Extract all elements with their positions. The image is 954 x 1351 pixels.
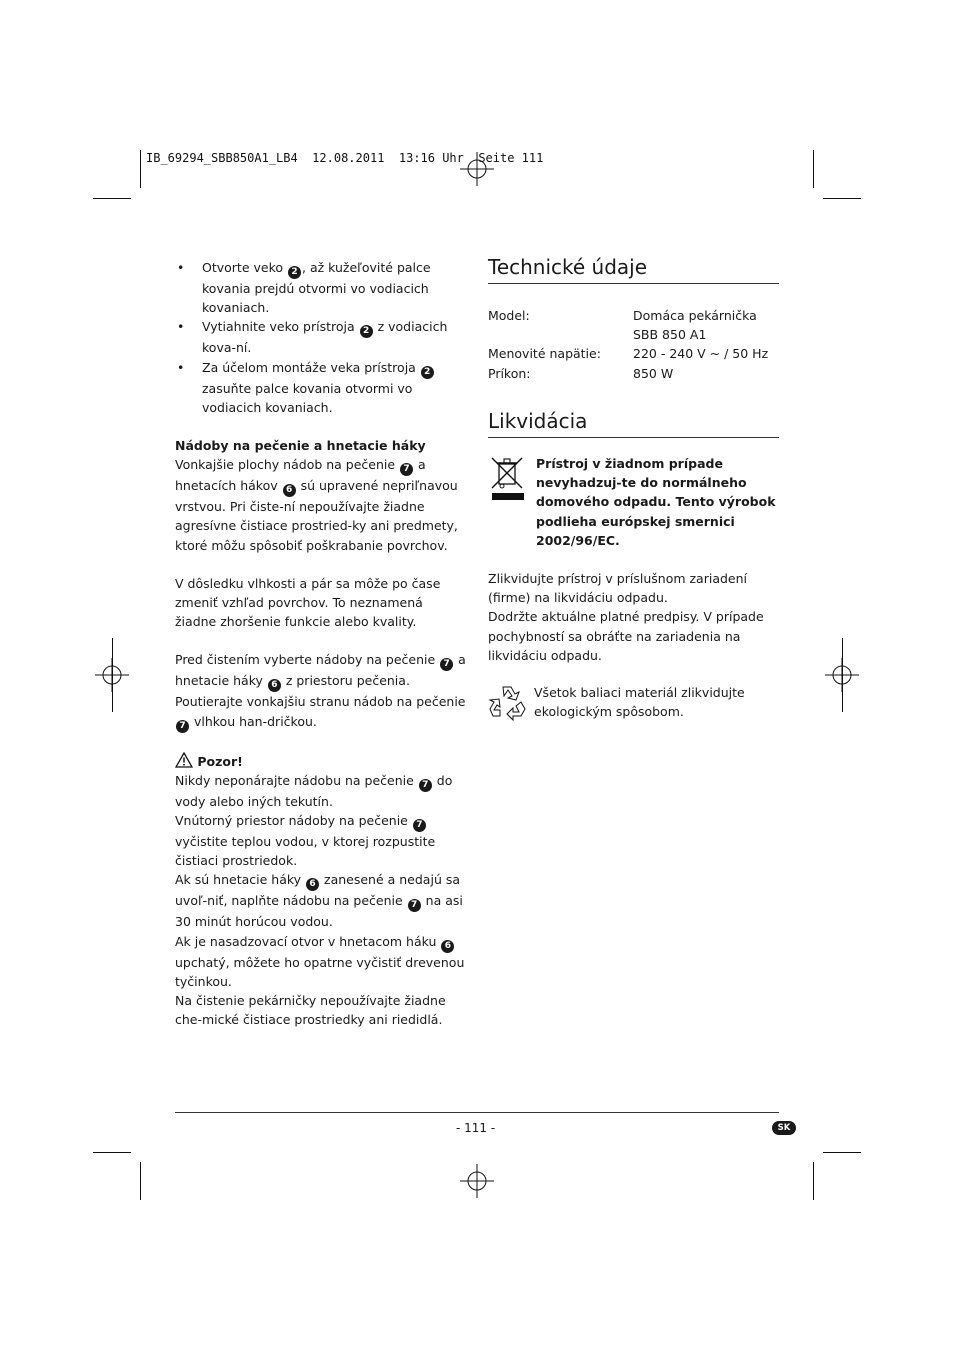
crop-mark (813, 1162, 814, 1200)
paragraph: Na čistenie pekárničky nepoužívajte žiadne che-mické čistiace prostriedky ani riedidlá. (175, 993, 446, 1028)
part-number-badge: 7 (408, 899, 421, 912)
recycle-text: Všetok baliaci materiál zlikvidujte ekologickým spôsobom. (534, 685, 745, 720)
footer-rule (175, 1112, 779, 1113)
spec-table (488, 306, 779, 383)
recycle-notice (488, 683, 779, 721)
paragraph: Vonkajšie plochy nádob na pečenie 7 a hnetacích hákov 6 sú upravené nepriľnavou vrstvou. Pri čiste-ní nepoužívajte žiadne agresívne čistiace prostried-ky ani predmety, ktoré môžu spôsobiť poškrabanie povrchov. (175, 457, 458, 553)
registration-mark-icon (460, 1164, 494, 1198)
list-item: • Za účelom montáže veka prístroja 2 zasuňte palce kovania otvormi vo vodiacich kovaniach. (175, 358, 467, 417)
crop-mark (823, 1152, 861, 1153)
crop-mark (140, 150, 141, 188)
warning-triangle-icon (175, 752, 193, 768)
tech-section (488, 255, 779, 383)
left-column (175, 258, 467, 1029)
paragraph: V dôsledku vlhkosti a pár sa môže po čase zmeniť vzhľad povrchov. To neznamená žiadne zhoršenie funkcie alebo kvality. (175, 575, 441, 630)
crop-mark (93, 198, 131, 199)
paragraph: Dodržte aktuálne platné predpisy. V prípade pochybností sa obráťte na zariadenia na likvidáciu odpadu. (488, 609, 764, 663)
section-title: Likvidácia (488, 409, 779, 438)
list-item: • Vytiahnite veko prístroja 2 z vodiacich kova-ní. (177, 319, 448, 356)
weee-notice (488, 454, 779, 550)
part-number-badge: 7 (400, 463, 413, 476)
spec-value: Domáca pekárnička SBB 850 A1 (633, 308, 757, 343)
crossed-bin-icon (488, 454, 528, 502)
spec-label: Menovité napätie: (488, 346, 601, 362)
part-number-badge: 2 (288, 266, 301, 279)
spec-label: Príkon: (488, 365, 531, 381)
weee-text: Prístroj v žiadnom prípade nevyhadzuj-te do normálneho domového odpadu. Tento výrobok podlieha európskej smernici 2002/96/EC. (536, 456, 776, 548)
paragraph: Nikdy neponárajte nádobu na pečenie 7 do vody alebo iných tekutín. (175, 772, 453, 809)
warning-heading: Pozor! (175, 752, 467, 771)
list-item: • Otvorte veko 2 , až kužeľovité palce kovania prejdú otvormi vo vodiacich kovaniach. (177, 260, 431, 316)
language-badge: SK (772, 1121, 796, 1135)
section-title: Technické údaje (488, 255, 779, 284)
crop-mark (842, 638, 843, 712)
paragraph: Pred čistením vyberte nádoby na pečenie 7 a hnetacie háky 6 z priestoru pečenia. Poutierajte vonkajšiu stranu nádob na pečenie 7 vlhkou han-dričkou. (175, 652, 466, 731)
spec-value: 850 W (633, 365, 674, 381)
part-number-badge: 6 (306, 878, 319, 891)
paragraph: Zlikvidujte prístroj v príslušnom zariadení (firme) na likvidáciu odpadu. (488, 571, 748, 606)
part-number-badge: 7 (176, 720, 189, 733)
part-number-badge: 2 (360, 325, 373, 338)
crop-mark (140, 1162, 141, 1200)
crop-mark (112, 638, 113, 712)
paragraph: Vnútorný priestor nádoby na pečenie 7 vyčistite teplou vodou, v ktorej rozpustite čistiaci prostriedok. (175, 813, 436, 869)
disposal-section (488, 409, 779, 721)
spec-label: Model: (488, 308, 530, 323)
paragraph: Ak je nasadzovací otvor v hnetacom háku 6 upchatý, môžete ho opatrne vyčistiť drevenou tyčinkou. (175, 933, 465, 989)
registration-mark-icon (460, 152, 494, 186)
part-number-badge: 6 (283, 484, 296, 497)
page-number: - 111 - (456, 1121, 496, 1135)
part-number-badge: 2 (421, 366, 434, 379)
part-number-badge: 6 (441, 940, 454, 953)
section-heading: Nádoby na pečenie a hnetacie háky (175, 438, 426, 454)
part-number-badge: 7 (440, 658, 453, 671)
spec-value: 220 - 240 V ~ / 50 Hz (633, 346, 769, 362)
crop-mark (823, 198, 861, 199)
print-slug: IB_69294_SBB850A1_LB4 12.08.2011 13:16 Uhr Seite 111 (146, 151, 544, 165)
recycle-icon (488, 683, 528, 721)
crop-mark (93, 1152, 131, 1153)
part-number-badge: 6 (268, 679, 281, 692)
crop-mark (813, 150, 814, 188)
part-number-badge: 7 (419, 779, 432, 792)
paragraph: Ak sú hnetacie háky 6 zanesené a nedajú sa uvoľ-niť, naplňte nádobu na pečenie 7 na asi 30 minút horúcou vodou. (175, 872, 463, 930)
part-number-badge: 7 (413, 819, 426, 832)
